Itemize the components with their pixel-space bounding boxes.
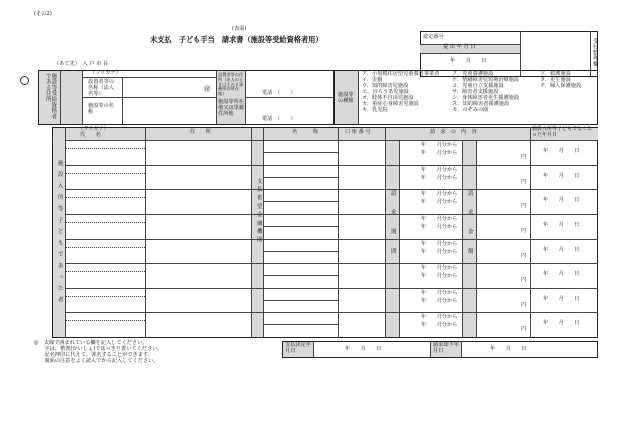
facility-type-item: ス．知的障害者援護施設 bbox=[452, 100, 510, 107]
facility-type-item: ア．小規模住居型児童養育事業者 bbox=[362, 71, 440, 77]
bank-divider bbox=[263, 275, 338, 276]
yen-unit: 円 bbox=[521, 227, 527, 234]
seal-mark: ㊞ bbox=[204, 85, 211, 93]
furigana-divider bbox=[65, 148, 145, 149]
footer-notes bbox=[34, 341, 163, 365]
name-header: 氏 名 bbox=[80, 132, 101, 138]
row-divider bbox=[65, 239, 598, 240]
end-date: 年 月 日 bbox=[543, 148, 580, 154]
address-header: 住 所 bbox=[190, 129, 211, 135]
row-divider bbox=[65, 189, 598, 190]
stamp-label: 受付整理欄 bbox=[591, 38, 598, 67]
yen-unit: 円 bbox=[521, 277, 527, 284]
furigana-label: （フリガナ） bbox=[90, 70, 121, 76]
end-date: 年 月 日 bbox=[543, 197, 580, 204]
decision-value: 年 月 日 bbox=[345, 346, 382, 352]
period-to: 年 月分から bbox=[421, 174, 458, 181]
receipt-date-value: 年 月 日 bbox=[450, 58, 487, 64]
yen-unit: 円 bbox=[521, 252, 527, 259]
account-header: 口 座 番 号 bbox=[345, 129, 371, 135]
period-to: 年 月分から bbox=[421, 199, 458, 206]
row-divider bbox=[65, 165, 598, 166]
applicant-vertical-label: 施設等受給資格者である住所 bbox=[44, 73, 57, 120]
facility-type-item: ソ．救護施設 bbox=[540, 71, 571, 77]
bank-name-header: 名 称 bbox=[292, 129, 318, 135]
facility-type-item: サ．障害者支援施設 bbox=[452, 88, 499, 95]
yen-unit: 円 bbox=[521, 178, 527, 185]
accepted-value: 年 月 日 bbox=[490, 346, 527, 352]
end-date: 年 月 日 bbox=[543, 221, 580, 228]
bank-divider bbox=[263, 152, 338, 153]
facility-type-item: オ．肢体不自由児施設 bbox=[362, 94, 414, 101]
furigana-divider bbox=[65, 320, 145, 321]
note-line: 裏面の注意をよく読んでから記入してください。 bbox=[34, 357, 159, 364]
last-header: 施設入所等子どもでなくなった年月日 bbox=[532, 126, 593, 138]
phone-2: 電話 （ ） bbox=[262, 116, 296, 122]
yen-unit: 円 bbox=[521, 326, 527, 333]
facility-type-col-1 bbox=[362, 72, 439, 114]
cert-no-label: 認定番号 bbox=[423, 34, 444, 40]
period-to: 年 月分から bbox=[421, 297, 458, 304]
name-label: 設置者等の名称（法人名等） bbox=[88, 79, 114, 97]
furigana-divider bbox=[65, 247, 145, 248]
facility-name-label: 施設等の名称 bbox=[88, 103, 114, 115]
receipt-date-label: 提 出 年 月 日 bbox=[443, 44, 476, 50]
side-label: (表面) bbox=[232, 26, 247, 32]
row-divider bbox=[65, 312, 598, 313]
facility-type-item: エ．盲ろうあ児施設 bbox=[362, 88, 409, 95]
row-divider bbox=[65, 263, 598, 264]
furigana-divider bbox=[65, 173, 145, 174]
facility-type-item: ウ．知的障害児施設 bbox=[362, 82, 409, 89]
end-date: 年 月 日 bbox=[543, 320, 580, 327]
bank-divider bbox=[263, 324, 338, 325]
child-vertical-label: 施設入所等子どもであった者 bbox=[56, 160, 63, 309]
facility-type-item: コ．児童自立支援施設 bbox=[452, 82, 504, 89]
bank-divider bbox=[263, 300, 338, 301]
period-to: 年 月分から bbox=[421, 248, 458, 255]
facility-type-item: ク．児童養護施設 bbox=[452, 71, 494, 77]
row-divider bbox=[65, 214, 598, 215]
furigana-divider bbox=[65, 222, 145, 223]
facility-type-col-2 bbox=[452, 72, 519, 114]
period-from: 年 月分から bbox=[421, 142, 458, 148]
period-to: 年 月分から bbox=[421, 273, 458, 280]
yen-unit: 円 bbox=[521, 301, 527, 308]
facility-type-item: タ．更生施設 bbox=[540, 76, 571, 83]
bank-vertical-label: 支払希望金融機関 bbox=[255, 178, 262, 246]
note-line: 記名押印に代えて、署名することができます。 bbox=[34, 351, 153, 358]
period-from: 年 月分から bbox=[421, 265, 458, 272]
furigana-divider bbox=[65, 271, 145, 272]
accepted-label: 請求却下年月日 bbox=[433, 342, 459, 354]
period-from: 年 月分から bbox=[421, 166, 458, 173]
bank-divider bbox=[263, 177, 338, 178]
facility-type-item: セ．のぞみの園 bbox=[452, 106, 489, 113]
bank-divider bbox=[263, 251, 338, 252]
furigana-divider bbox=[65, 296, 145, 297]
facility-type-item: カ．重症心身障害児施設 bbox=[362, 100, 419, 107]
facility-type-col-3 bbox=[540, 72, 581, 90]
note-line: ◎ 太線で囲まれている欄を記入してください。 bbox=[34, 340, 148, 346]
punch-hole-icon bbox=[20, 76, 29, 85]
facility-address-label: 施設等所在地又は里親住所地 bbox=[218, 99, 244, 117]
main-table bbox=[52, 127, 598, 338]
furigana-divider bbox=[65, 197, 145, 198]
address-note: 設置者等の住所（法人のときは主たる事務所の所在地） bbox=[218, 72, 244, 97]
period-from: 年 月分から bbox=[421, 215, 458, 222]
bank-divider bbox=[263, 226, 338, 227]
end-date: 年 月 日 bbox=[543, 246, 580, 253]
page-title: 未支払 子ども手当 請求書（施設等受給資格者用） bbox=[150, 35, 323, 44]
period-to: 年 月分から bbox=[421, 223, 458, 230]
period-from: 年 月分から bbox=[421, 191, 458, 198]
note-line: 字は、楷書(かいしょ)ではっきり書いてください。 bbox=[34, 345, 163, 352]
period-to: 年 月分から bbox=[421, 322, 458, 329]
claim-header: 請 求 の 内 容 bbox=[430, 129, 477, 135]
end-date: 年 月 日 bbox=[543, 172, 580, 179]
phone-1: 電話 （ ） bbox=[262, 90, 296, 96]
yen-unit: 円 bbox=[521, 203, 527, 210]
row-divider bbox=[65, 288, 598, 289]
yen-unit: 円 bbox=[521, 154, 527, 160]
addressee: （あて先） 入 戸 市 長 bbox=[54, 61, 109, 67]
end-date: 年 月 日 bbox=[543, 271, 580, 278]
furigana-header: （フリガナ） bbox=[78, 126, 109, 132]
facility-type-item: チ．婦人保護施設 bbox=[540, 82, 582, 89]
period-from: 年 月分から bbox=[421, 314, 458, 321]
facility-type-item: イ．里親 bbox=[362, 76, 383, 83]
end-date: 年 月 日 bbox=[543, 295, 580, 302]
claim-amount-label: 請求金額 bbox=[466, 190, 473, 268]
facility-type-item: ケ．情緒障害児短期治療施設 bbox=[452, 76, 520, 83]
bank-divider bbox=[263, 201, 338, 202]
facility-type-item: シ．身体障害者更生援護施設 bbox=[452, 94, 520, 101]
page-label: (その2) bbox=[34, 11, 52, 17]
claim-period-label: 請求期間 bbox=[389, 190, 396, 268]
period-to: 年 月分から bbox=[421, 150, 458, 156]
period-from: 年 月分から bbox=[421, 240, 458, 247]
facility-type-item: キ．乳児院 bbox=[362, 106, 388, 113]
period-from: 年 月分から bbox=[421, 289, 458, 296]
decision-label: 支払決定年月日 bbox=[285, 342, 311, 354]
facility-type-label: 施設等の種類 bbox=[338, 92, 354, 104]
